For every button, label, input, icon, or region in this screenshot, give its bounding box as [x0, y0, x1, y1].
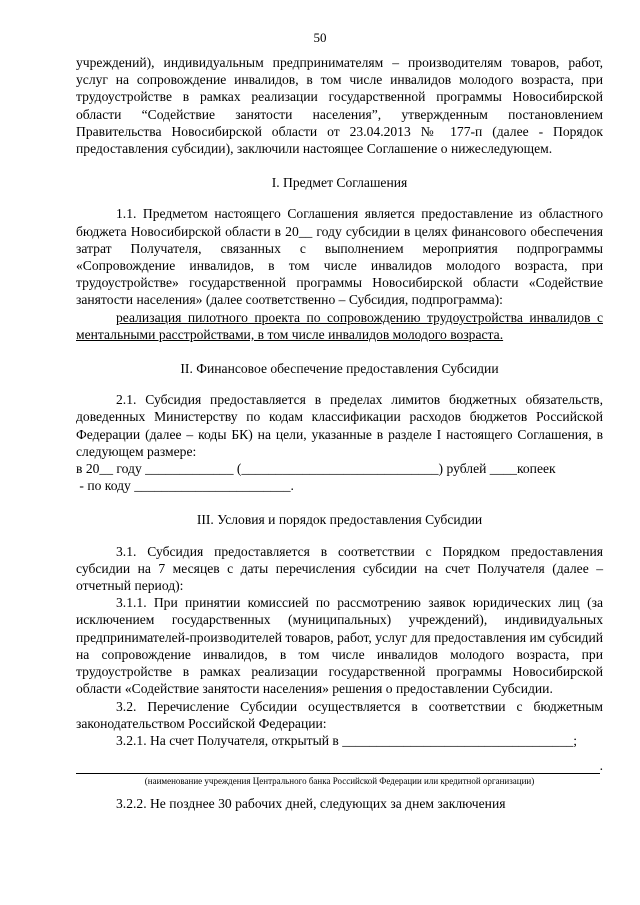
- clause-3-1-1: 3.1.1. При принятии комиссией по рассмотрению заявок юридических лиц (за исключением государственных (муниципальных) учреждений), индивидуальных предпринимателей-производителей товаров, работ, услуг для предоставления им субсидий на сопровождение инвалидов, в том числе инвалидов молодого возраста, при трудоустройстве в рамках реализации государственной программы Новосибирской области «Содействие занятости населения» решения о предоставлении Субсидии.: [76, 595, 603, 697]
- bank-name-row: [76, 749, 603, 774]
- document-body: [76, 54, 603, 812]
- clause-3-2-2: 3.2.2. Не позднее 30 рабочих дней, следующих за днем заключения: [116, 796, 506, 812]
- intro-paragraph: учреждений), индивидуальным предпринимателям – производителям товаров, работ, услуг на сопровождение инвалидов, в том числе инвалидов молодого возраста, при трудоустройстве в рамках реализации государственной программы Новосибирской области “Содействие занятости населения”, утвержденным постановлением Правительства Новосибирской области от 23.04.2013 № 177-п (далее - Порядок предоставления субсидии), заключили настоящее Соглашение о нижеследующем.: [76, 55, 603, 157]
- clause-1-1: 1.1. Предметом настоящего Соглашения является предоставление из областного бюджета Новосибирской области в 20__ году субсидии в целях финансового обеспечения затрат Получателя, связанных с выполнением мероприятия подпрограммы «Сопровождение инвалидов, в том числе инвалидов молодого возраста, при трудоустройстве» государственной программы Новосибирской области «Содействие занятости населения» (далее соответственно – Субсидия, подпрограмма):: [76, 206, 603, 308]
- code-line: - по коду _______________________.: [76, 478, 294, 494]
- clause-2-1: 2.1. Субсидия предоставляется в пределах лимитов бюджетных обязательств, доведенных Министерству по кодам классификации расходов бюджетов Российской Федерации (далее – коды БК) на цели, указанные в разделе I настоящего Соглашения, в следующем размере:: [76, 392, 603, 459]
- clause-3-2: 3.2. Перечисление Субсидии осуществляется в соответствии с бюджетным законодательством Российской Федерации:: [76, 698, 603, 731]
- section-2-title: II. Финансовое обеспечение предоставления Субсидии: [180, 361, 499, 377]
- bank-name-period: .: [599, 757, 603, 773]
- clause-3-1: 3.1. Субсидия предоставляется в соответствии с Порядком предоставления субсидии на 7 месяцев с даты перечисления субсидии на счет Получателя (далее – отчетный период):: [76, 543, 603, 594]
- clause-1-1-project: реализация пилотного проекта по сопровождению трудоустройства инвалидов с ментальными расстройствами, в том числе инвалидов молодого возраста.: [76, 309, 603, 342]
- section-1-title: I. Предмет Соглашения: [271, 175, 408, 191]
- amount-line: в 20__ году _____________ (_____________________________) рублей ____копеек: [76, 461, 556, 477]
- bank-caption: (наименование учреждения Центрального банка Российской Федерации или кредитной организации): [144, 776, 535, 787]
- section-3-title: III. Условия и порядок предоставления Субсидии: [196, 512, 483, 528]
- bank-name-blank: [76, 759, 600, 774]
- page-number: 50: [313, 30, 327, 45]
- clause-3-2-1: 3.2.1. На счет Получателя, открытый в __________________________________;: [116, 732, 578, 748]
